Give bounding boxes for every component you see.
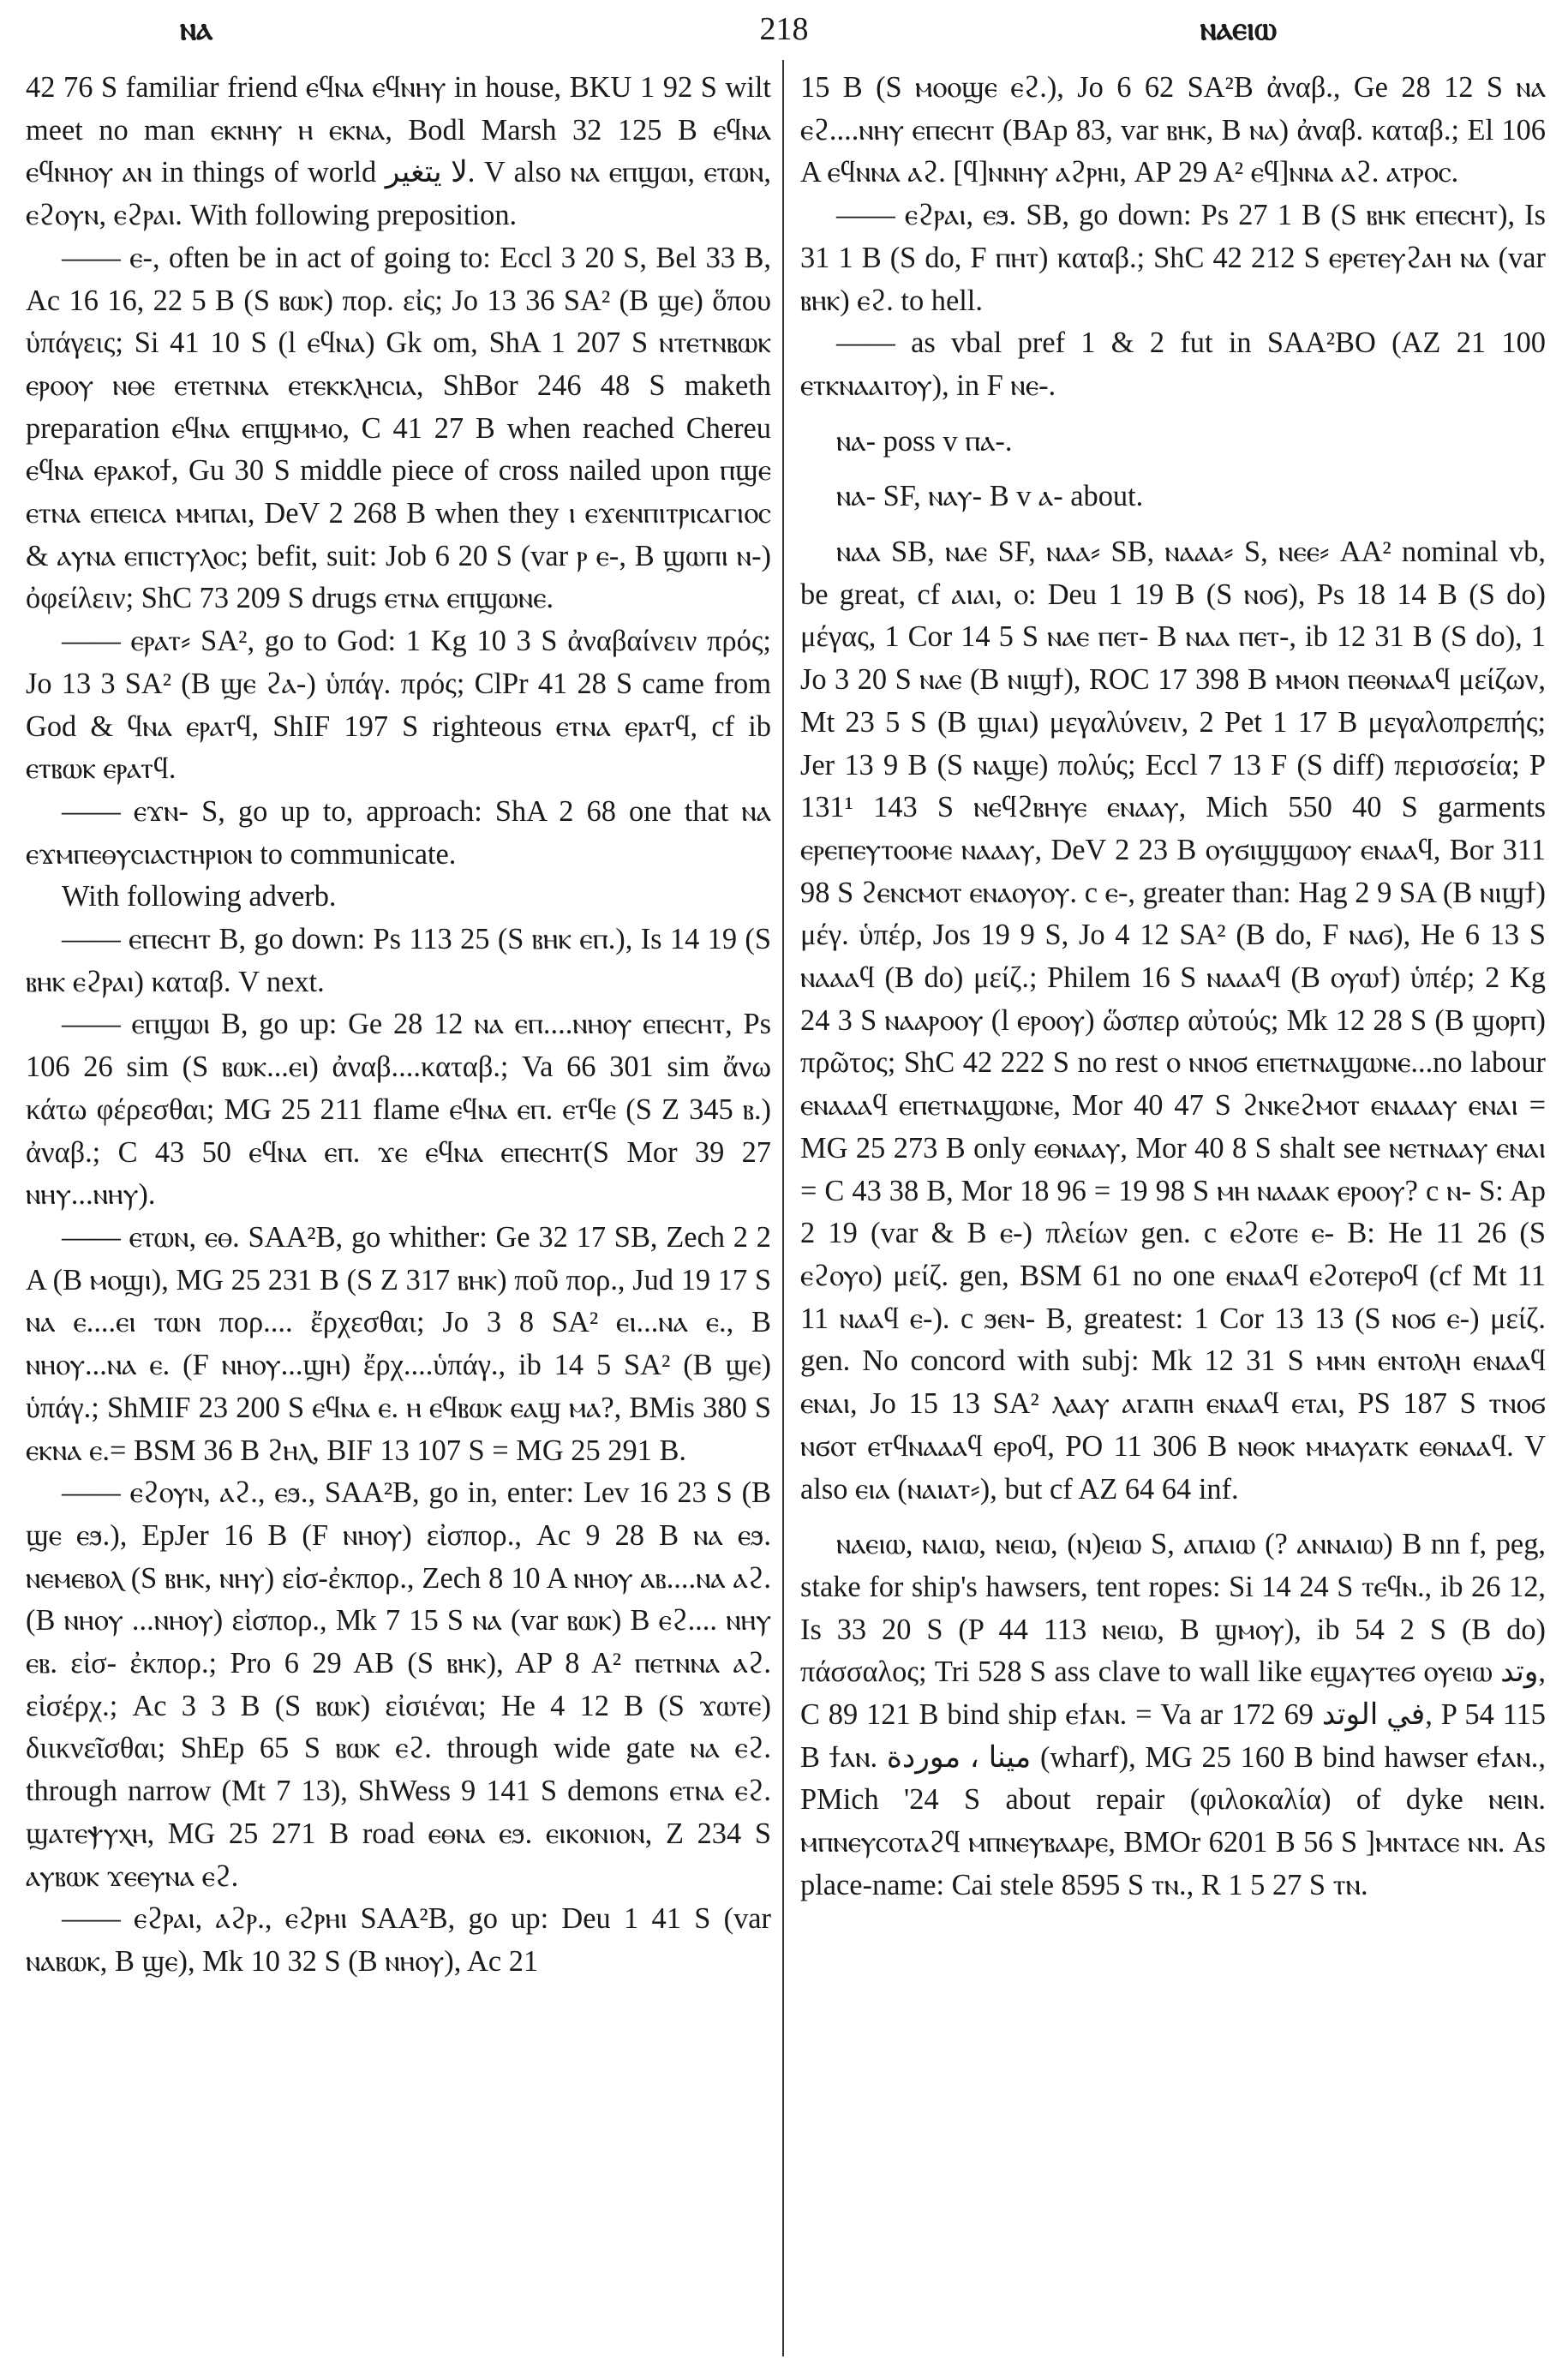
section-label: With following adverb. [62, 880, 337, 913]
right-column [800, 67, 1546, 1907]
entry-paragraph: —— ⲉⲣⲁⲧ⸗ SA², go to God: 1 Kg 10 3 S ἀναβαίνειν πρός; Jo 13 3 SA² (B ϣⲉ ϩⲁ-) ὑπάγ. πρός; ClPr 41 28 S came from God & ϥⲛⲁ ⲉⲣⲁⲧϥ, ShIF 197 S righteous ⲉⲧⲛⲁ ⲉⲣⲁⲧϥ, cf ib ⲉⲧⲃⲱⲕ ⲉⲣⲁⲧϥ. [26, 625, 771, 786]
headword-entry: ⲛⲁⲁ SB, ⲛⲁⲉ SF, ⲛⲁⲁ⸗ SB, ⲛⲁⲁⲁ⸗ S, ⲛⲉⲉ⸗ AA² nominal vb, be great, cf ⲁⲓⲁⲓ, ⲟ: Deu 1 19 B (S ⲛⲟϭ), Ps 18 14 B (S do) μέγας, 1 Cor 14 5 S ⲛⲁⲉ ⲡⲉⲧ- B ⲛⲁⲁ ⲡⲉⲧ-, ib 12 31 B (S do), 1 Jo 3 20 S ⲛⲁⲉ (B ⲛⲓϣϯ), ROC 17 398 B ⲙⲙⲟⲛ ⲡⲉⲑⲛⲁⲁϥ μείζων, Mt 23 5 S (B ϣⲓⲁⲓ) μεγαλύνειν, 2 Pet 1 17 B μεγαλοπρεπής; Jer 13 9 B (S ⲛⲁϣⲉ) πολύς; Eccl 7 13 F (S diff) περισσεία; P 131¹ 143 S ⲛⲉϥϩⲃⲏⲩⲉ ⲉⲛⲁⲁⲩ, Mich 550 40 S garments ⲉⲣⲉⲡⲉⲩⲧⲟⲟⲙⲉ ⲛⲁⲁⲁⲩ, DeV 2 23 B ⲟⲩϭⲓϣϣⲱⲟⲩ ⲉⲛⲁⲁϥ, Bor 311 98 S ϩⲉⲛⲥⲙⲟⲧ ⲉⲛⲁⲟⲩⲟⲩ. c ⲉ-, greater than: Hag 2 9 SA (B ⲛⲓϣϯ) μέγ. ὑπέρ, Jos 19 9 S, Jo 4 12 SA² (B do, F ⲛⲁϭ), He 6 13 S ⲛⲁⲁⲁϥ (B do) μείζ.; Philem 16 S ⲛⲁⲁⲁϥ (B ⲟⲩⲱϯ) ὑπέρ; 2 Kg 24 3 S ⲛⲁⲁⲣⲟⲟⲩ (l ⲉⲣⲟⲟⲩ) ὥσπερ αὐτούς; Mk 12 28 S (B ϣⲟⲣⲡ) πρῶτος; ShC 42 222 S no rest ⲟ ⲛⲛⲟϭ ⲉⲡⲉⲧⲛⲁϣⲱⲛⲉ...no labour ⲉⲛⲁⲁⲁϥ ⲉⲡⲉⲧⲛⲁϣⲱⲛⲉ, Mor 40 47 S ϩⲛⲕⲉϩⲙⲟⲧ ⲉⲛⲁⲁⲁⲩ ⲉⲛⲁⲓ = MG 25 273 B only ⲉⲑⲛⲁⲁⲩ, Mor 40 8 S shalt see ⲛⲉⲧⲛⲁⲁⲩ ⲉⲛⲁⲓ = C 43 38 B, Mor 18 96 = 19 98 S ⲙⲏ ⲛⲁⲁⲁⲕ ⲉⲣⲟⲟⲩ? c ⲛ- S: Ap 2 19 (var & B ⲉ-) πλείων gen. c ⲉϩⲟⲧⲉ ⲉ- B: He 11 26 (S ⲉϩⲟⲩⲟ) μείζ. gen, BSM 61 no one ⲉⲛⲁⲁϥ ⲉϩⲟⲧⲉⲣⲟϥ (cf Mt 11 11 ⲛⲁⲁϥ ⲉ-). c ϧⲉⲛ- B, greatest: 1 Cor 13 13 (S ⲛⲟϭ ⲉ-) μείζ. gen. No concord with subj: Mk 12 31 S ⲙⲙⲛ ⲉⲛⲧⲟⲗⲏ ⲉⲛⲁⲁϥ ⲉⲛⲁⲓ, Jo 15 13 SA² ⲗⲁⲁⲩ ⲁⲅⲁⲡⲏ ⲉⲛⲁⲁϥ ⲉⲧⲁⲓ, PS 187 S ⲧⲛⲟϭ ⲛϭⲟⲧ ⲉⲧϥⲛⲁⲁⲁϥ ⲉⲣⲟϥ, PO 11 306 B ⲛⲑⲟⲕ ⲙⲙⲁⲩⲁⲧⲕ ⲉⲑⲛⲁⲁϥ. V also ⲉⲓⲁ (ⲛⲁⲓⲁⲧ⸗), but cf AZ 64 64 inf. [800, 536, 1546, 1506]
headword-entry: ⲛⲁⲉⲓⲱ, ⲛⲁⲓⲱ, ⲛⲉⲓⲱ, (ⲛ)ⲉⲓⲱ S, ⲁⲡⲁⲓⲱ (? ⲁⲛⲛⲁⲓⲱ) B nn f, peg, stake for ship's hawsers, tent ropes: Si 14 24 S ⲧⲉϥⲛ., ib 26 12, Is 33 20 S (P 44 113 ⲛⲉⲓⲱ, B ϣⲙⲟⲩ), ib 54 2 S (B do) πάσσαλος; Tri 528 S ass clave to wall like ⲉϣⲁⲩⲧⲉϭ ⲟⲩⲉⲓⲱ وتد, C 89 121 B bind ship ⲉϯⲁⲛ. = Va ar 172 69 في الوتد, P 54 115 B ϯⲁⲛ. مينا ، موردة (wharf), MG 25 160 B bind hawser ⲉϯⲁⲛ., PMich '24 S about repair (φιλοκαλία) of dyke ⲛⲉⲓⲛ. ⲙⲡⲛⲉⲩⲥⲟⲧⲁϩϥ ⲙⲡⲛⲉⲩⲃⲁⲁⲣⲉ, BMOr 6201 B 56 S ]ⲙⲛⲧⲁⲥⲉ ⲛⲛ. As place-name: Cai stele 8595 S ⲧⲛ., R 1 5 27 S ⲧⲛ. [800, 1528, 1546, 1901]
entry-paragraph: —— as vbal pref 1 & 2 fut in SAA²BO (AZ 21 100 ⲉⲧⲕⲛⲁⲁⲓⲧⲟⲩ), in F ⲛⲉ-. [800, 326, 1546, 402]
entry-paragraph: 15 B (S ⲙⲟⲟϣⲉ ⲉϩ.), Jo 6 62 SA²B ἀναβ., Ge 28 12 S ⲛⲁ ⲉϩ....ⲛⲏⲩ ⲉⲡⲉⲥⲏⲧ (BAp 83, var ⲃⲏⲕ, B ⲛⲁ) ἀναβ. καταβ.; El 106 A ⲉϥⲛⲛⲁ ⲁϩ. [ϥ]ⲛⲛⲏⲩ ⲁϩⲣⲏⲓ, AP 29 A² ⲉϥ]ⲛⲛⲁ ⲁϩ. ⲁⲧⲣⲟⲥ. [800, 71, 1546, 189]
header-right-headword: ⲛⲁⲉⲓⲱ [1200, 11, 1277, 47]
entry-paragraph: —— ⲉϩⲣⲁⲓ, ⲉϧ. SB, go down: Ps 27 1 B (S ⲃⲏⲕ ⲉⲡⲉⲥⲏⲧ), Is 31 1 B (S do, F ⲡⲏⲧ) καταβ.; ShC 42 212 S ⲉⲣⲉⲧⲉⲩϩⲁⲏ ⲛⲁ (var ⲃⲏⲕ) ⲉϩ. to hell. [800, 199, 1546, 317]
entry-paragraph: —— ⲉⲡϣⲱⲓ B, go up: Ge 28 12 ⲛⲁ ⲉⲡ....ⲛⲏⲟⲩ ⲉⲡⲉⲥⲏⲧ, Ps 106 26 sim (S ⲃⲱⲕ...ⲉⲓ) ἀναβ....καταβ.; Va 66 301 sim ἄνω κάτω φέρεσθαι; MG 25 211 flame ⲉϥⲛⲁ ⲉⲡ. ⲉⲧϥⲉ (S Z 345 ⲃ.) ἀναβ.; C 43 50 ⲉϥⲛⲁ ⲉⲡ. ϫⲉ ⲉϥⲛⲁ ⲉⲡⲉⲥⲏⲧ(S Mor 39 27 ⲛⲏⲩ...ⲛⲏⲩ). [26, 1008, 771, 1212]
left-column [26, 67, 771, 1984]
running-header [26, 10, 1542, 62]
column-divider [782, 60, 784, 2356]
entry-paragraph: —— ⲉϫⲛ- S, go up to, approach: ShA 2 68 one that ⲛⲁ ⲉϫⲙⲡⲉⲑⲩⲥⲓⲁⲥⲧⲏⲣⲓⲟⲛ to communicate. [26, 794, 771, 871]
entry-paragraph: —— ⲉϩⲣⲁⲓ, ⲁϩⲣ., ⲉϩⲣⲏⲓ SAA²B, go up: Deu 1 41 S (var ⲛⲁⲃⲱⲕ, B ϣⲉ), Mk 10 32 S (B ⲛⲏⲟⲩ), Ac 21 [26, 1902, 771, 1978]
page-number: 218 [759, 11, 809, 47]
entry-paragraph: —— ⲉϩⲟⲩⲛ, ⲁϩ., ⲉϧ., SAA²B, go in, enter: Lev 16 23 S (B ϣⲉ ⲉϧ.), EpJer 16 B (F ⲛⲏⲟⲩ) εἰσπορ., Ac 9 28 B ⲛⲁ ⲉϧ. ⲛⲉⲙⲉⲃⲟⲗ (S ⲃⲏⲕ, ⲛⲏⲩ) εἰσ-ἐκπορ., Zech 8 10 A ⲛⲏⲟⲩ ⲁⲃ....ⲛⲁ ⲁϩ. (B ⲛⲏⲟⲩ ...ⲛⲏⲟⲩ) εἰσπορ., Mk 7 15 S ⲛⲁ (var ⲃⲱⲕ) B ⲉϩ.... ⲛⲏⲩ ⲉⲃ. εἰσ- ἐκπορ.; Pro 6 29 AB (S ⲃⲏⲕ), AP 8 A² ⲡⲉⲧⲛⲛⲁ ⲁϩ. εἰσέρχ.; Ac 3 3 B (S ⲃⲱⲕ) εἰσιέναι; He 4 12 B (S ϫⲱⲧⲉ) διικνεῖσθαι; ShEp 65 S ⲃⲱⲕ ⲉϩ. through wide gate ⲛⲁ ⲉϩ. through narrow (Mt 7 13), ShWess 9 141 S demons ⲉⲧⲛⲁ ⲉϩ. ϣⲁⲧⲉⲯⲩⲭⲏ, MG 25 271 B road ⲉⲑⲛⲁ ⲉϧ. ⲉⲓⲕⲟⲛⲓⲟⲛ, Z 234 S ⲁⲩⲃⲱⲕ ϫⲉⲉⲩⲛⲁ ⲉϩ. [26, 1476, 771, 1893]
entry-paragraph: —— ⲉⲡⲉⲥⲏⲧ B, go down: Ps 113 25 (S ⲃⲏⲕ ⲉⲡ.), Is 14 19 (S ⲃⲏⲕ ⲉϩⲣⲁⲓ) καταβ. V next. [26, 923, 771, 998]
headword-entry: ⲛⲁ- SF, ⲛⲁⲩ- B v ⲁ- about. [836, 480, 1144, 513]
entry-paragraph: —— ⲉ-, often be in act of going to: Eccl 3 20 S, Bel 33 B, Ac 16 16, 22 5 B (S ⲃⲱⲕ) πορ. εἰς; Jo 13 36 SA² (B ϣⲉ) ὅπου ὑπάγεις; Si 41 10 S (l ⲉϥⲛⲁ) Gk om, ShA 1 207 S ⲛⲧⲉⲧⲛⲃⲱⲕ ⲉⲣⲟⲟⲩ ⲛⲑⲉ ⲉⲧⲉⲧⲛⲛⲁ ⲉⲧⲉⲕⲕⲗⲏⲥⲓⲁ, ShBor 246 48 S maketh preparation ⲉϥⲛⲁ ⲉⲡϣⲙⲙⲟ, C 41 27 B when reached Chereu ⲉϥⲛⲁ ⲉⲣⲁⲕⲟϯ, Gu 30 S middle piece of cross nailed upon ⲡϣⲉ ⲉⲧⲛⲁ ⲉⲡⲉⲓⲥⲁ ⲙⲙⲡⲁⲓ, DeV 2 268 B when they ⲓ ⲉϫⲉⲛⲡⲓⲧⲣⲓⲥⲁⲅⲓⲟⲥ & ⲁⲩⲛⲁ ⲉⲡⲓⲥⲧⲩⲗⲟⲥ; befit, suit: Job 6 20 S (var ⲣ ⲉ-, B ϣⲱⲡⲓ ⲛ-) ὀφείλειν; ShC 73 209 S drugs ⲉⲧⲛⲁ ⲉⲡϣⲱⲛⲉ. [26, 241, 771, 615]
entry-paragraph: 42 76 S familiar friend ⲉϥⲛⲁ ⲉϥⲛⲏⲩ in house, BKU 1 92 S wilt meet no man ⲉⲕⲛⲏⲩ ⲏ ⲉⲕⲛⲁ, Bodl Marsh 32 125 B ⲉϥⲛⲁ ⲉϥⲛⲏⲟⲩ ⲁⲛ in things of world لا يتغير. V also ⲛⲁ ⲉⲡϣⲱⲓ, ⲉⲧⲱⲛ, ⲉϩⲟⲩⲛ, ⲉϩⲣⲁⲓ. With following preposition. [26, 71, 771, 232]
entry-paragraph: —— ⲉⲧⲱⲛ, ⲉⲑ. SAA²B, go whither: Ge 32 17 SB, Zech 2 2 A (B ⲙⲟϣⲓ), MG 25 231 B (S Z 317 ⲃⲏⲕ) ποῦ πορ., Jud 19 17 S ⲛⲁ ⲉ....ⲉⲓ ⲧⲱⲛ πορ.... ἔρχεσθαι; Jo 3 8 SA² ⲉⲓ...ⲛⲁ ⲉ., B ⲛⲏⲟⲩ...ⲛⲁ ⲉ. (F ⲛⲏⲟⲩ...ϣⲏ) ἔρχ....ὑπάγ., ib 14 5 SA² (B ϣⲉ) ὑπάγ.; ShMIF 23 200 S ⲉϥⲛⲁ ⲉ. ⲏ ⲉϥⲃⲱⲕ ⲉⲁϣ ⲙⲁ?, BMis 380 S ⲉⲕⲛⲁ ⲉ.= BSM 36 B ϩⲏⲗ, BIF 13 107 S = MG 25 291 B. [26, 1220, 771, 1467]
header-left-headword: ⲛⲁ [180, 11, 213, 47]
headword-entry: ⲛⲁ- poss v ⲡⲁ-. [836, 424, 1013, 458]
